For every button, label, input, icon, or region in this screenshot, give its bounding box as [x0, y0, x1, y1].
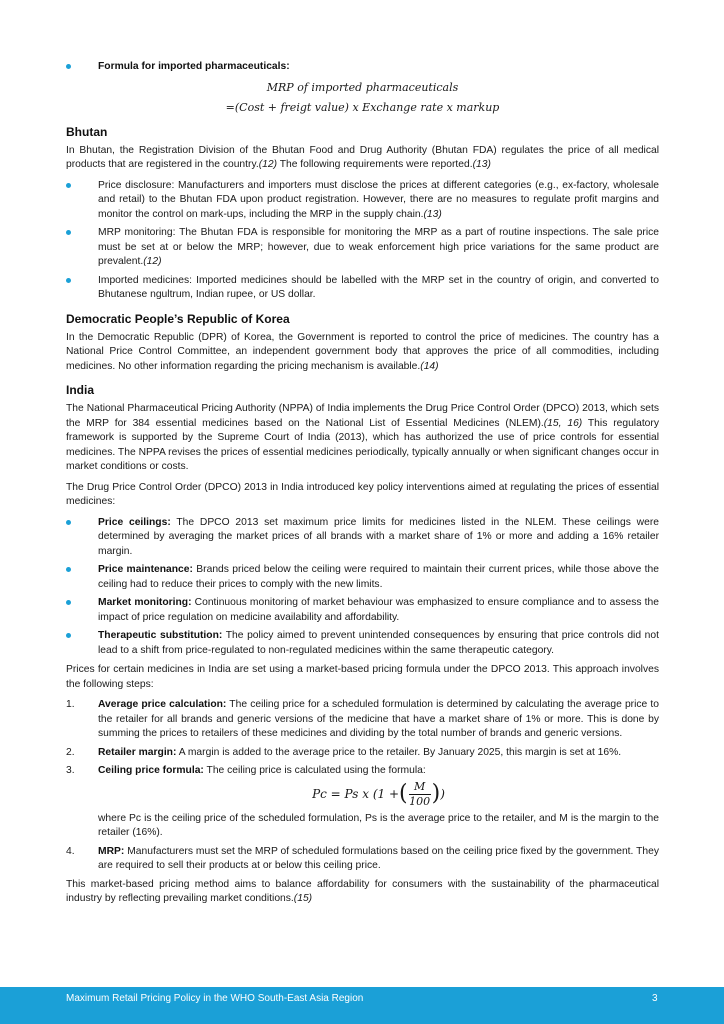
formula-note: where Pc is the ceiling price of the scheduled formulation, Ps is the average price to the retailer, and M is the margin to the retailer (16%). [98, 812, 659, 838]
formula-line-2: =(Cost + freigt value) x Exchange rate x markup [225, 101, 500, 114]
list-item: Price disclosure: Manufacturers and importers must disclose the prices at different categories (e.g., ex-factory, wholesale and retail) to the Bhutan FDA upon product registration. However, there are no measures to regulate profit margins and monitor the control on mark-ups, including the MRP in the supply chain.(13) [66, 179, 659, 223]
list-item: 1. Average price calculation: The ceiling price for a scheduled formulation is determined by calculating the average price to the retailer for all brands and generic versions of the medicine that have a market share of 1% or more. This is done by summing the prices to retailers of these medicines and dividing by the total number of brands and generic versions. [66, 699, 659, 739]
india-para-1: The National Pharmaceutical Pricing Authority (NPPA) of India implements the Drug Price Control Order (DPCO) 2013, which sets the MRP for 384 essential medicines based on the National List of Essential Medicines (NLEM).(15, 16) This regulatory framework is supported by the Supreme Court of India (2013), which has authorized the use of price controls for essential medicines. The NPPA revises the prices of essential medicines periodically, typically annually or when significant changes occur in market conditions or costs. [66, 403, 659, 472]
india-steps-list [66, 698, 659, 874]
imported-formula-list [66, 60, 659, 75]
bullet-icon [66, 633, 71, 638]
list-item: Imported medicines: Imported medicines should be labelled with the MRP set in the country of origin, and converted to Bhutanese ngultrum, Indian rupee, or US dollar. [66, 274, 659, 303]
formula-line-1: MRP of imported pharmaceuticals [266, 80, 459, 94]
dprk-heading: Democratic People’s Republic of Korea [66, 311, 290, 326]
bhutan-list [66, 179, 659, 303]
document-body [66, 60, 659, 913]
india-policy-list [66, 516, 659, 659]
list-item: 4. MRP: Manufacturers must set the MRP of scheduled formulations based on the ceiling price fixed by the government. They are required to sell their products at or below this ceiling price. [66, 845, 659, 871]
india-para-3: Prices for certain medicines in India are set using a market-based pricing formula under the DPCO 2013. This approach involves the following steps: [66, 664, 659, 690]
list-item: Price ceilings: The DPCO 2013 set maximum price limits for medicines listed in the NLEM. These ceilings were determined by averaging the market prices of all brands with a market share of 1% or more and adding a 16% retailer margin. [66, 516, 659, 560]
india-closing: This market-based pricing method aims to balance affordability for consumers with the sustainability of the pharmaceutical industry by reflecting prevailing market conditions.(15) [66, 878, 659, 904]
list-item [66, 60, 659, 75]
bhutan-intro: In Bhutan, the Registration Division of the Bhutan Food and Drug Authority (Bhutan FDA) regulates the price of all medical products that are registered in the country.(12) The following requirements were reported.(13) [66, 144, 659, 170]
page-footer [0, 987, 724, 1024]
page-number: 3 [652, 993, 658, 1004]
list-item: Price maintenance: Brands priced below the ceiling were required to maintain their current prices, while those above the ceiling had to reduce their prices to comply with the new limits. [66, 563, 659, 592]
bullet-icon [66, 230, 71, 235]
ceiling-price-formula: Pc = Ps x (1 + ( $\frac{M}{100}$ ) ) [312, 779, 445, 808]
bullet-icon [66, 183, 71, 188]
bullet-icon [66, 600, 71, 605]
bullet-icon [66, 278, 71, 283]
india-heading: India [66, 383, 95, 397]
dprk-text: In the Democratic Republic (DPR) of Korea, the Government is reported to control the price of medicines. The country has a National Price Control Committee, an independent government body that approves the price of all commodities, including medicines. No other information regarding the pricing mechanism is available.(14) [66, 331, 659, 372]
bullet-icon [66, 64, 71, 69]
formula-fraction: $\frac{M}{100}$ [409, 779, 431, 808]
list-item: 2. Retailer margin: A margin is added to the average price to the retailer. By January 2025, this margin is set at 16%. [66, 746, 622, 758]
list-item: MRP monitoring: The Bhutan FDA is responsible for monitoring the MRP as a part of routine inspections. The sale price must be set at or below the MRP; however, due to weak enforcement high price variations for the same product are prevalent.(12) [66, 226, 659, 270]
india-para-2: The Drug Price Control Order (DPCO) 2013 in India introduced key policy interventions aimed at regulating the prices of essential medicines: [66, 481, 659, 507]
bullet-icon [66, 567, 71, 572]
bullet-icon [66, 520, 71, 525]
imported-formula [66, 81, 659, 116]
list-item: Therapeutic substitution: The policy aimed to prevent unintended consequences by ensuring that price controls did not lead to a shift from price-regulated to non-regulated medicines within the same therapeutic category. [66, 629, 659, 658]
bhutan-heading: Bhutan [66, 124, 108, 139]
list-item: 3. Ceiling price formula: The ceiling price is calculated using the formula: Pc = Ps x (1 + ( $\frac{M}{100}$ ) ) where Pc is the ceiling price of the scheduled formulation, Ps is the average price to the retailer, and M is the margin to the retailer (16%). [66, 764, 659, 841]
footer-title: Maximum Retail Pricing Policy in the WHO South-East Asia Region [66, 993, 364, 1004]
list-item: Market monitoring: Continuous monitoring of market behaviour was emphasized to ensure compliance and to assess the impact of price regulation on medicine availability and affordability. [66, 596, 659, 625]
imported-formula-label: Formula for imported pharmaceuticals: [98, 61, 290, 72]
